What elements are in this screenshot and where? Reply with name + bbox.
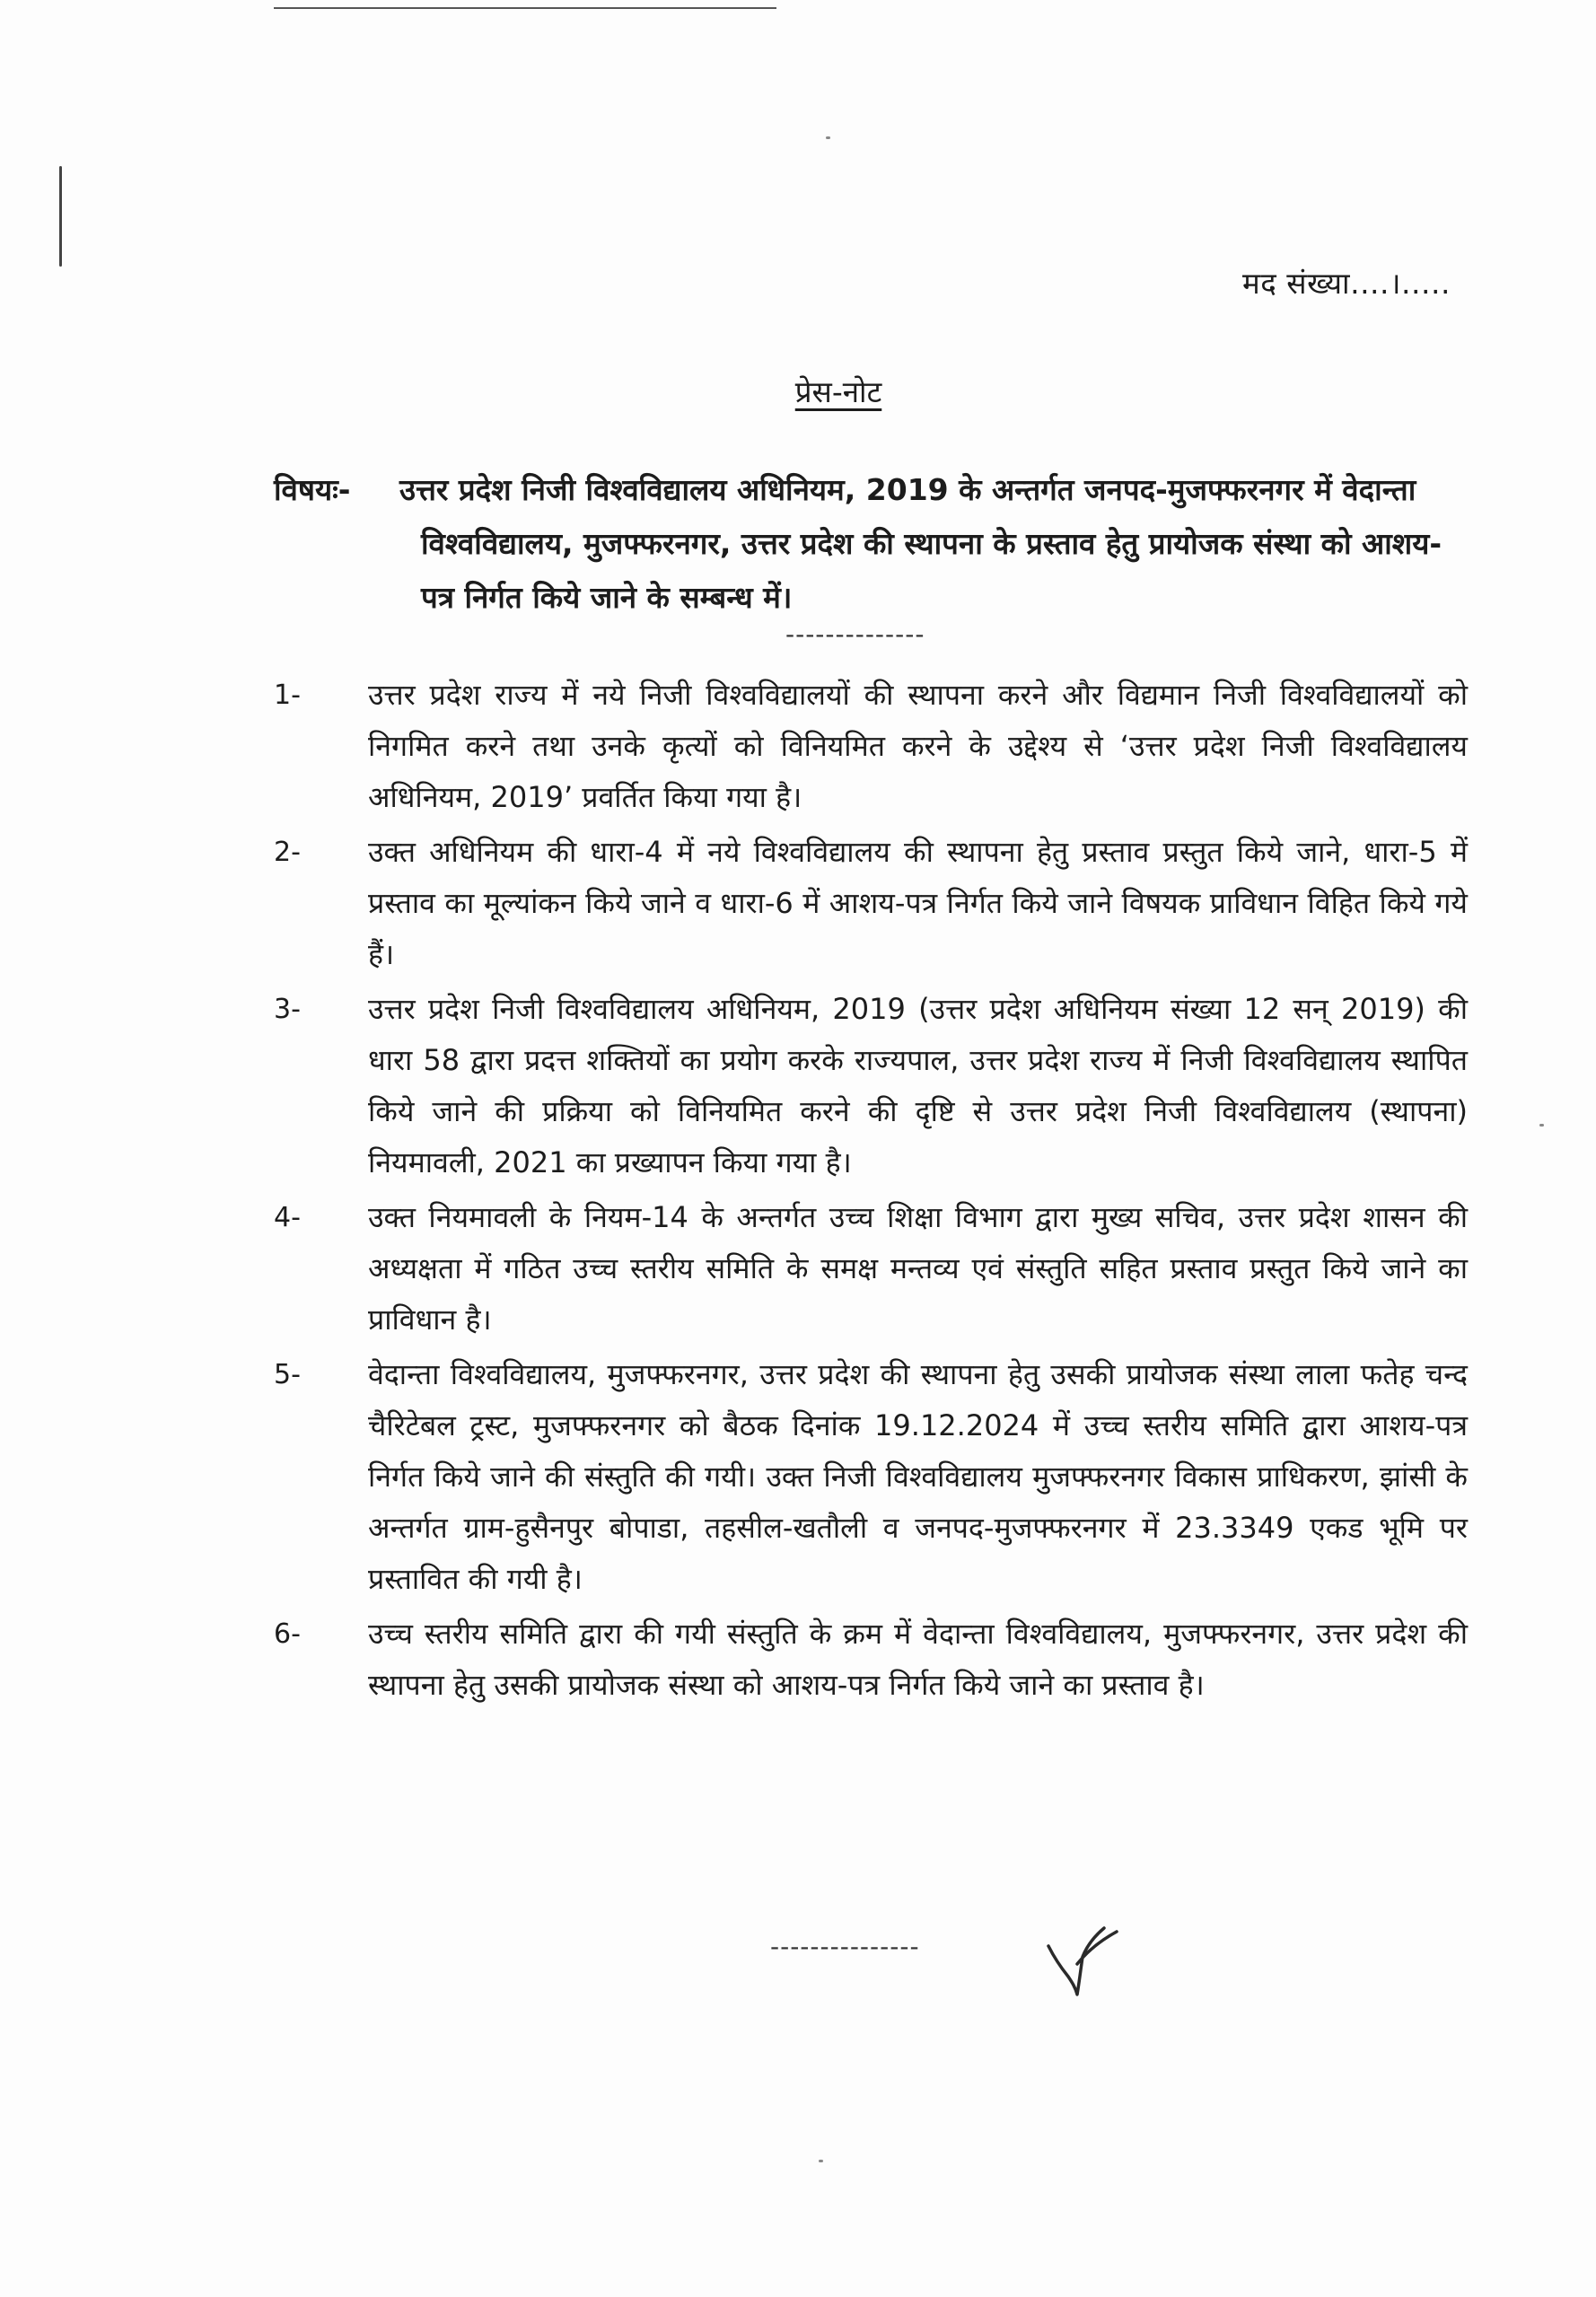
subject-text-wrap bbox=[399, 463, 1459, 625]
speck bbox=[1539, 1124, 1544, 1127]
list-item-text: उत्तर प्रदेश राज्य में नये निजी विश्वविद्यालयों की स्थापना करने और विद्यमान निजी विश्वविद्यालयों को निगमित करने तथा उनके कृत्यों को विनियमित करने के उद्देश्य से ‘उत्तर प्रदेश निजी विश्वविद्यालय अधिनियम, 2019’ प्रवर्तित किया गया है। bbox=[368, 678, 1468, 814]
list-item-text: उक्त अधिनियम की धारा-4 में नये विश्वविद्यालय की स्थापना हेतु प्रस्ताव प्रस्तुत किये जाने, धारा-5 में प्रस्ताव का मूल्यांकन किये जाने व धारा-6 में आशय-पत्र निर्गत किये जाने विषयक प्राविधान विहित किये गये हैं। bbox=[368, 835, 1468, 971]
list-item bbox=[274, 1609, 1468, 1711]
list-item-number: 6- bbox=[274, 1618, 301, 1650]
subject-label: विषयः- bbox=[274, 472, 351, 507]
list-item-number: 2- bbox=[274, 837, 301, 868]
subject-block bbox=[274, 463, 1459, 625]
signature-mark bbox=[1041, 1912, 1122, 2002]
speck bbox=[826, 136, 830, 139]
serial-number: मद संख्या....।..... bbox=[1242, 266, 1451, 301]
list-item-number: 5- bbox=[274, 1359, 301, 1390]
list-item-text: उच्च स्तरीय समिति द्वारा की गयी संस्तुति के क्रम में वेदान्ता विश्वविद्यालय, मुजफ्फरनगर, उत्तर प्रदेश की स्थापना हेतु उसकी प्रायोजक संस्था को आशय-पत्र निर्गत किये जाने का प्रस्ताव है। bbox=[368, 1617, 1468, 1702]
list-item-text: उत्तर प्रदेश निजी विश्वविद्यालय अधिनियम, 2019 (उत्तर प्रदेश अधिनियम संख्या 12 सन् 2019) की धारा 58 द्वारा प्रदत्त शक्तियों का प्रयोग करके राज्यपाल, उत्तर प्रदेश राज्य में निजी विश्वविद्यालय स्थापित किये जाने की प्रक्रिया को विनियमित करने की दृष्टि से उत्तर प्रदेश निजी विश्वविद्यालय (स्थापना) नियमावली, 2021 का प्रख्यापन किया गया है। bbox=[368, 992, 1468, 1179]
subject-text: उत्तर प्रदेश निजी विश्वविद्यालय अधिनियम, 2019 के अन्तर्गत जनपद-मुजफ्फरनगर में वेदान्ता विश्वविद्यालय, मुजफ्फरनगर, उत्तर प्रदेश की स्थापना के प्रस्ताव हेतु प्रायोजक संस्था को आशय-पत्र निर्गत किये जाने के सम्बन्ध में। bbox=[399, 472, 1443, 615]
speck bbox=[819, 2160, 823, 2162]
list-item-number: 1- bbox=[274, 679, 301, 711]
top-rule bbox=[274, 7, 776, 9]
subject-separator: -------------- bbox=[785, 619, 925, 649]
list-item bbox=[274, 984, 1468, 1188]
footer-dashes: --------------- bbox=[770, 1932, 920, 1961]
margin-mark bbox=[59, 166, 62, 267]
list-item-number: 4- bbox=[274, 1202, 301, 1233]
list-item-text: उक्त नियमावली के नियम-14 के अन्तर्गत उच्च शिक्षा विभाग द्वारा मुख्य सचिव, उत्तर प्रदेश शासन की अध्यक्षता में गठित उच्च स्तरीय समिति के समक्ष मन्तव्य एवं संस्तुति सहित प्रस्ताव प्रस्तुत किये जाने का प्राविधान है। bbox=[368, 1200, 1468, 1337]
list-item-text: वेदान्ता विश्वविद्यालय, मुजफ्फरनगर, उत्तर प्रदेश की स्थापना हेतु उसकी प्रायोजक संस्था लाला फतेह चन्द चैरिटेबल ट्रस्ट, मुजफ्फरनगर को बैठक दिनांक 19.12.2024 में उच्च स्तरीय समिति द्वारा आशय-पत्र निर्गत किये जाने की संस्तुति की गयी। उक्त निजी विश्वविद्यालय मुजफ्फरनगर विकास प्राधिकरण, झांसी के अन्तर्गत ग्राम-हुसैनपुर बोपाडा, तहसील-खतौली व जनपद-मुजफ्फरनगर में 23.3349 एकड भूमि पर प्रस्तावित की गयी है। bbox=[368, 1357, 1468, 1596]
numbered-list bbox=[274, 670, 1468, 1714]
list-item bbox=[274, 670, 1468, 823]
list-item bbox=[274, 827, 1468, 980]
page-title: प्रेस-नोट bbox=[794, 374, 882, 409]
list-item-number: 3- bbox=[274, 994, 301, 1025]
list-item bbox=[274, 1192, 1468, 1346]
list-item bbox=[274, 1349, 1468, 1605]
